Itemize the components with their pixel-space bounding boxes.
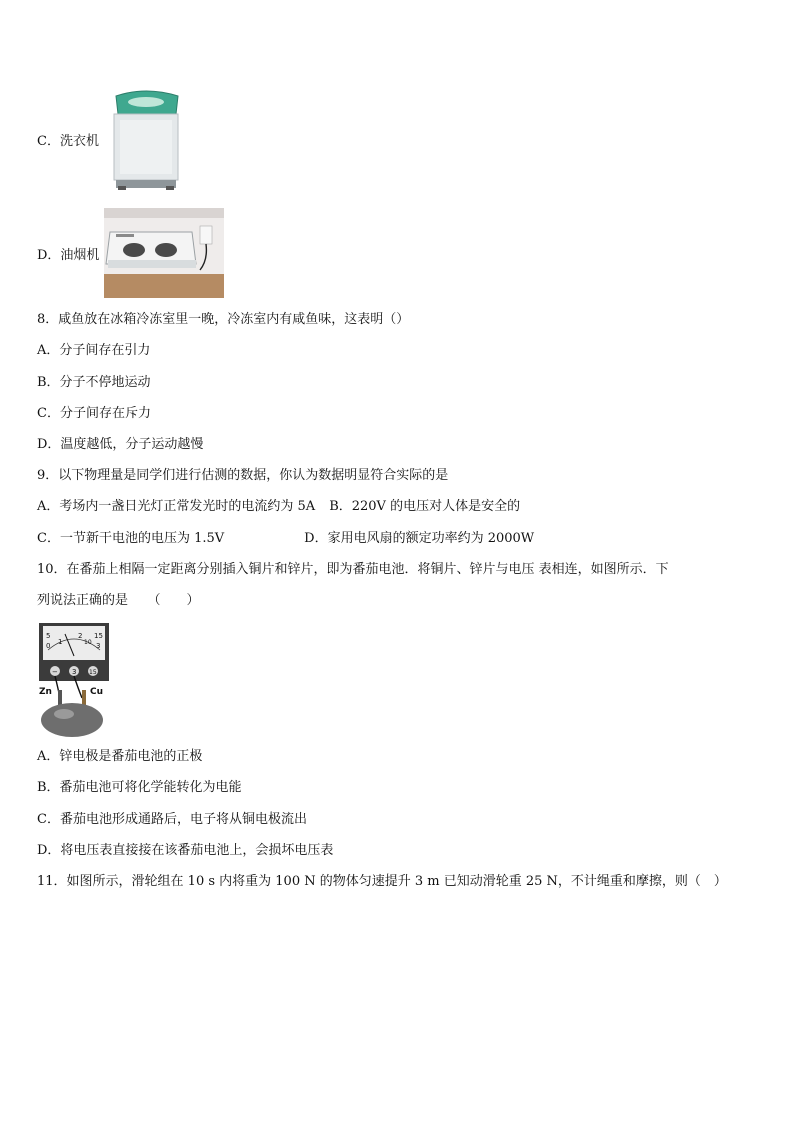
- scale-label-right-ten: 10: [84, 639, 92, 646]
- scale-label-right-three: 3: [96, 642, 101, 650]
- scale-label-right-fifteen: 15: [94, 632, 103, 640]
- q10-option-a: A．锌电极是番茄电池的正极: [37, 749, 203, 764]
- scale-label-left-top: 5: [46, 632, 51, 640]
- zinc-electrode-label: Zn: [39, 687, 52, 697]
- q10-option-d: D．将电压表直接接在该番茄电池上，会损坏电压表: [37, 843, 334, 858]
- terminal-negative: −: [52, 668, 58, 676]
- q9-options-row-2: [37, 530, 534, 548]
- q10-stem-line-1: 10．在番茄上相隔一定距离分别插入铜片和锌片，即为番茄电池．将铜片、锌片与电压 表相连，如图所示．下: [37, 562, 669, 577]
- q9-option-b: B．220V 的电压对人体是安全的: [329, 499, 521, 514]
- q10-stem-line-2: 列说法正确的是 （ ）: [37, 593, 200, 608]
- range-hood-image: [104, 208, 224, 298]
- terminal-three: 3: [72, 668, 77, 676]
- q8-option-b: B．分子不停地运动: [37, 375, 151, 390]
- q10-option-b: B．番茄电池可将化学能转化为电能: [37, 780, 242, 795]
- q9-option-c: C．一节新干电池的电压为 1.5V: [37, 531, 225, 546]
- q9-option-d: D．家用电风扇的额定功率约为 2000W: [304, 531, 535, 546]
- copper-electrode-label: Cu: [90, 687, 104, 697]
- tomato-battery-figure: [38, 622, 110, 738]
- option-d-label: D．油烟机: [37, 248, 100, 263]
- scale-label-right-two: 2: [78, 632, 83, 640]
- q9-stem: 9．以下物理量是同学们进行估测的数据，你认为数据明显符合实际的是: [37, 468, 449, 483]
- scale-label-left-zero: 0: [46, 642, 51, 650]
- q8-option-c: C．分子间存在斥力: [37, 406, 151, 421]
- option-c-label: C．洗衣机: [37, 134, 99, 149]
- q10-option-c: C．番茄电池形成通路后，电子将从铜电极流出: [37, 812, 307, 827]
- q8-stem: 8．咸鱼放在冰箱冷冻室里一晚，冷冻室内有咸鱼味，这表明（）: [37, 312, 410, 327]
- q8-option-a: A．分子间存在引力: [37, 343, 151, 358]
- q9-options-row-1: [37, 498, 520, 516]
- q11-stem: 11．如图所示，滑轮组在 10 s 内将重为 100 N 的物体匀速提升 3 m 已知动滑轮重 25 N，不计绳重和摩擦，则（ ）: [37, 874, 727, 889]
- q9-option-a: A．考场内一盏日光灯正常发光时的电流约为 5A: [37, 499, 316, 514]
- q8-option-d: D．温度越低，分子运动越慢: [37, 437, 204, 452]
- washing-machine-image: [110, 88, 182, 190]
- terminal-fifteen: 15: [89, 669, 97, 676]
- scale-label-left-one: 1: [58, 638, 63, 646]
